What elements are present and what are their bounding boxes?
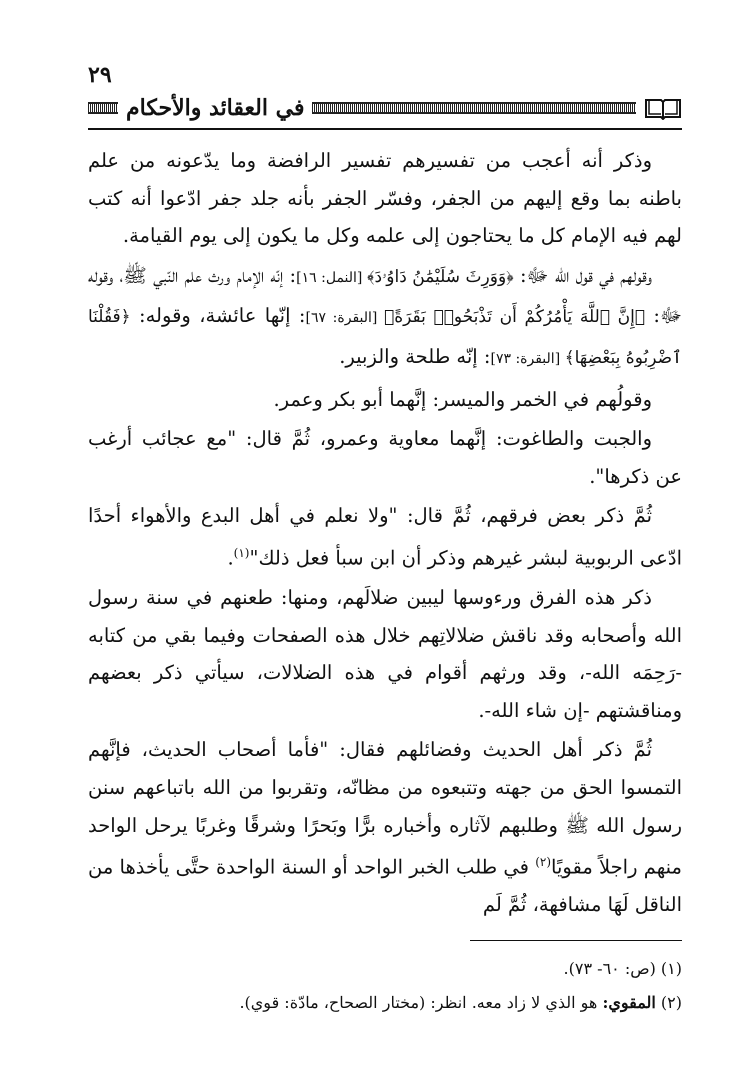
paragraph-3: وقولُهم في الخمر والميسر: إنَّهما أبو بكر وعمر. <box>273 387 652 411</box>
footnote-2 <box>88 986 682 1020</box>
footnote-term: المقوي: <box>602 993 656 1012</box>
footnote-text: (ص: ٦٠- ٧٣). <box>563 959 656 978</box>
paragraph-1: وذكر أنه أعجب من تفسيرهم تفسير الرافضة وما يدّعونه من علم باطنه بما وقع إليهم من الجفر، وفسّر الجفر بأنه جلد جفر ادّعوا أنه كتب لهم فيه الإمام كل ما يحتاجون إلى علمه وكل ما يكون إلى يوم القيامة. <box>88 149 682 248</box>
paragraph-4: والجبت والطاغوت: إنَّهما معاوية وعمرو، ثُمَّ قال: "مع عجائب أرغب عن ذكرها". <box>88 427 682 488</box>
quran-verse: ﴿إِنَّ ٱللَّهَ يَأْمُرُكُمْ أَن تَذْبَحُوا۟ بَقَرَةً﴾ <box>384 307 645 328</box>
paragraph-text: . <box>227 546 234 570</box>
header-title: في العقائد والأحكام <box>126 95 305 121</box>
verse-reference: [النمل: ١٦] <box>296 269 367 286</box>
header-rule <box>88 128 682 130</box>
paragraph-7 <box>88 731 682 923</box>
paragraph-text: ثُمَّ ذكر بعض فرقهم، ثُمَّ قال: "ولا نعلم في أهل البدع والأهواء أحدًا ادّعى الربوبية لبشر غيرهم وذكر أن ابن سبأ فعل ذلك" <box>88 504 682 570</box>
quran-verse: ﴿وَوَرِثَ سُلَيْمَٰنُ دَاوُۥدَ﴾ <box>366 266 514 287</box>
paragraph-text: : إنّه طلحة والزبير. <box>339 344 491 368</box>
paragraph-5 <box>88 497 682 577</box>
paragraph-text: : إنّه الإمام ورث علم النّبي ﷺ، وقوله ﷻ: <box>88 263 682 328</box>
paragraph-2 <box>88 257 682 379</box>
page-number: ٢٩ <box>88 62 112 88</box>
footnote-marker[interactable]: (٢) <box>535 855 552 870</box>
footnote-text: هو الذي لا زاد معه. انظر: (مختار الصحاح، مادّة: قوي). <box>239 993 598 1012</box>
paragraph-text: في طلب الخبر الواحد أو السنة الواحدة حتَّى يأخذها من الناقل لَهَا مشافهة، ثُمَّ لَم <box>88 855 682 917</box>
paragraph-6: ذكر هذه الفرق ورءوسها ليبين ضلالَهم، ومنها: طعنهم في سنة رسول الله وأصحابه وقد ناقش ضلالاتِهم خلال هذه الصفحات وفيما بقي من كتابه -رَحِمَه الله-، وقد ورثهم أقوام في هذه الضلالات، سيأتي ذكر بعضهم ومناقشتهم -إن شاء الله-. <box>88 586 682 722</box>
header-ornament-right <box>88 102 118 114</box>
paragraph-text: ثُمَّ ذكر أهل الحديث وفضائلهم فقال: "فأما أصحاب الحديث، فإنَّهم التمسوا الحق من جهته وتتبعوه من مظانّه، وتقربوا من الله باتباعهم سنن رسول الله ﷺ وطلبهم لآثاره وأخباره برًّا وبَحرًا وشرقًا وغربًا يرحل الواحد منهم راجلاً مقويًا <box>88 738 683 879</box>
header-ornament-bar <box>312 102 636 114</box>
footnote-marker[interactable]: (١) <box>233 545 250 560</box>
quran-verse: ﴿فَقُلْنَا ٱضْرِبُوهُ بِبَعْضِهَا﴾ <box>88 307 682 368</box>
footnote-rule <box>470 940 682 941</box>
verse-reference: [البقرة: ٧٣] <box>490 350 565 367</box>
footnotes <box>88 952 682 1020</box>
footnote-1 <box>88 952 682 986</box>
paragraph-text: وقولهم في قول الله ﷻ: <box>513 263 653 287</box>
running-header <box>88 92 682 124</box>
paragraph-text: : إنّها عائشة، وقوله: <box>130 304 306 328</box>
footnote-mark: (١) <box>660 959 682 978</box>
open-book-icon <box>644 96 682 120</box>
footnote-mark: (٢) <box>660 993 682 1012</box>
verse-reference: [البقرة: ٦٧] <box>305 310 385 327</box>
body-text <box>88 142 682 926</box>
